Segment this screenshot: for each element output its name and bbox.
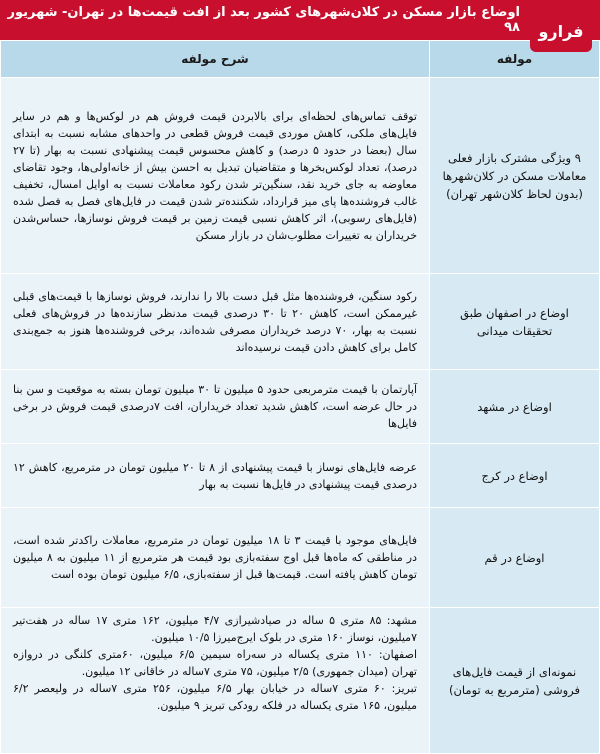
row-description: آپارتمان با قیمت مترمربعی حدود ۵ میلیون تا ۳۰ میلیون تومان بسته به موقعیت و سن بنا در حال عرضه است، کاهش شدید تعداد خریداران، افت ۷درصدی قیمت فروش در برخی فایل‌ها — [1, 370, 430, 444]
sample-isfahan: اصفهان: ۱۱۰ متری یکساله در سه‌راه سیمین ۶/۵ میلیون، ۶۰متری کلنگی در دروازه تهران (میدان جمهوری) ۲/۵ میلیون، ۷۵ متری ۷ساله در خاقانی ۱۲ میلیون. — [13, 648, 417, 678]
header-topic: مولفه — [430, 41, 600, 78]
table-row — [1, 508, 600, 608]
row-topic: اوضاع در اصفهان طبق تحقیقات میدانی — [430, 274, 600, 370]
row-description: توقف تماس‌های لحظه‌ای برای بالابردن قیمت فروش هم در لوکس‌ها و هم در سایر فایل‌های ملکی، کاهش موردی قیمت فروش قطعی در واحدهای مشابه نسبت به ابتدای سال (بعضا در حدود ۵ درصد) و کاهش محسوس قیمت پیشنهادی نسبت به بهار (تا ۲۷ درصد)، تعداد لوکس‌بخرها و متقاضیان تبدیل به احسن بیش از خانه‌اولی‌ها، وجود تقاضای معاوضه به جای خرید نقد، سنگین‌تر شدن رکود معاملات نسبت به اوایل امسال، تخفیف غالب فروشنده‌ها پای میز قرارداد، شکننده‌تر شدن قیمت در فایل‌های فصل به فصل شده (فایل‌های رسوبی)، اثر کاهش نسبی قیمت زمین بر قیمت فروش نوسازها، حساس‌شدن خریداران به تغییرات مطلوب‌شان در بازار مسکن — [1, 78, 430, 274]
row-topic: نمونه‌ای از قیمت فایل‌های فروشی (مترمربع به تومان) — [430, 608, 600, 754]
table-row — [1, 78, 600, 274]
row-description: رکود سنگین، فروشنده‌ها مثل قبل دست بالا را ندارند، فروش نوسازها با قیمت‌های قبلی غیرممکن است، کاهش ۲۰ تا ۳۰ درصدی قیمت مدنظر سازنده‌ها در فروش‌های فعلی نسبت به بهار، ۷۰ درصد خریداران مصرفی شده‌اند، برخی فروشنده‌ها هنوز به جمع‌بندی کامل برای کاهش دادن قیمت نرسیده‌اند — [1, 274, 430, 370]
table-header-row — [1, 41, 600, 78]
page-title: اوضاع بازار مسکن در کلان‌شهرهای کشور بعد از افت قیمت‌ها در تهران- شهریور ۹۸ — [7, 5, 520, 35]
row-topic: اوضاع در کرج — [430, 444, 600, 508]
row-description — [1, 608, 430, 754]
table-row — [1, 444, 600, 508]
title-bar — [0, 0, 600, 40]
row-topic: اوضاع در مشهد — [430, 370, 600, 444]
sample-mashhad: مشهد: ۸۵ متری ۵ ساله در صیادشیرازی ۴/۷ میلیون، ۱۶۲ متری ۱۷ ساله در هفت‌تیر ۷میلیون، نوساز ۱۶۰ متری در بلوک ایرج‌میرزا ۱۰/۵ میلیون. — [13, 614, 417, 644]
row-description: فایل‌های موجود با قیمت ۳ تا ۱۸ میلیون تومان در مترمربع، معاملات راکدتر شده است، در مناطقی که ماه‌ها قبل اوج سفته‌بازی بود قیمت هر مترمربع از ۱۱ میلیون به ۸ میلیون تومان کاهش یافته است. قیمت‌ها قبل از سفته‌بازی، ۶/۵ میلیون تومان بوده است — [1, 508, 430, 608]
logo-text: فرارو — [538, 22, 584, 41]
row-description: عرضه فایل‌های نوساز با قیمت پیشنهادی از ۸ تا ۲۰ میلیون تومان در مترمربع، کاهش ۱۲ درصدی قیمت پیشنهادی در فایل‌ها نسبت به بهار — [1, 444, 430, 508]
table-row — [1, 274, 600, 370]
row-topic: اوضاع در قم — [430, 508, 600, 608]
header-description: شرح مولفه — [1, 41, 430, 78]
sample-tabriz: تبریز: ۶۰ متری ۷ساله در خیابان بهار ۶/۵ میلیون، ۲۵۶ متری ۷ساله در ولیعصر ۶/۲ میلیون، ۱۶۵ متری یکساله در فلکه رودکی تبریز ۹ میلیون. — [13, 682, 417, 712]
housing-market-table — [0, 40, 600, 754]
table-row — [1, 608, 600, 754]
table-row — [1, 370, 600, 444]
row-topic: ۹ ویژگی مشترک بازار فعلی معاملات مسکن در کلان‌شهرها (بدون لحاظ کلان‌شهر تهران) — [430, 78, 600, 274]
site-logo — [530, 12, 592, 52]
